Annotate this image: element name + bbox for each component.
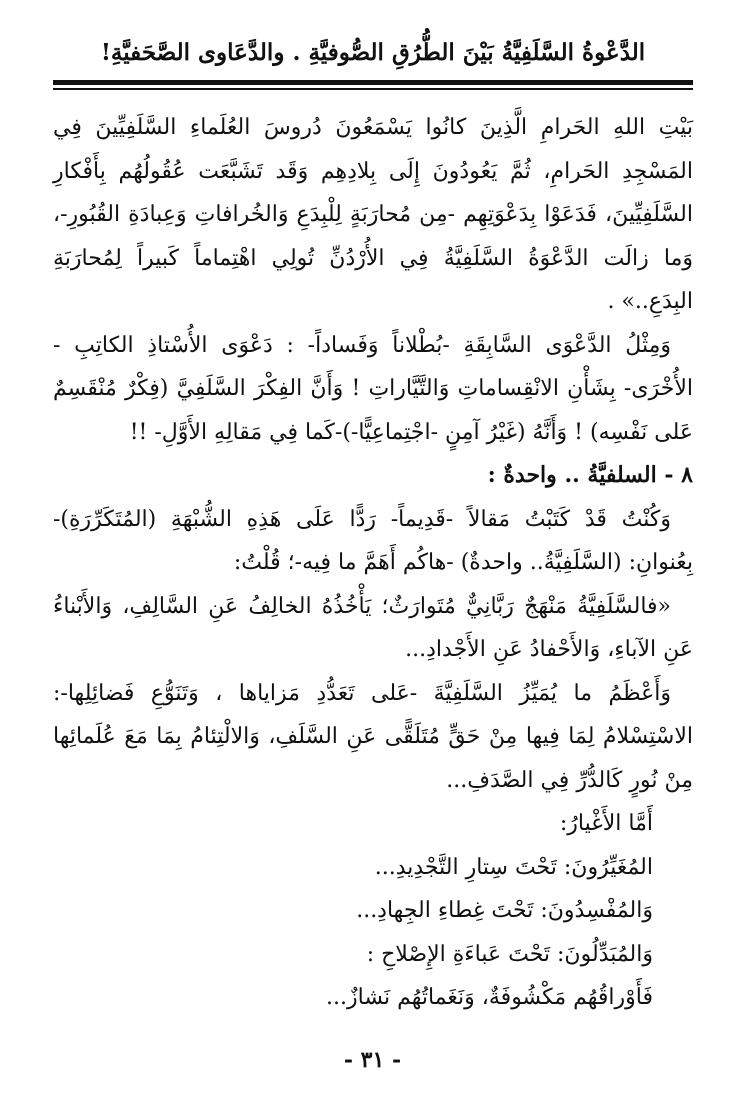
header-rule-thick [53, 80, 693, 85]
paragraph: وَكُنْتُ قَدْ كَتَبْتُ مَقالاً -قَدِيماً- رَدًّا عَلَى هَذِهِ الشُّبْهَةِ (المُتَكَرِّرَةِ)- بِعُنوانِ: (السَّلَفِيَّةُ.. واحدةٌ) -هاكُم أَهَمَّ ما فِيه-؛ قُلْتُ: [53, 506, 693, 575]
section-heading: ٨ - السلفيَّةُ .. واحدةٌ : [487, 462, 693, 488]
header-rule-thin [53, 88, 693, 90]
page-number: - ٣١ - [343, 1047, 402, 1073]
verse-line: وَالمُبَدِّلُونَ: تَحْتَ عَباءَةِ الإِصْلاحِ : [366, 941, 653, 967]
verse-line: فَأَوْراقُهُم مَكْشُوفَةٌ، وَنَغَماتُهُم نَشازٌ... [326, 985, 653, 1010]
verse-line: وَالمُفْسِدُونَ: تَحْتَ غِطاءِ الجِهادِ... [356, 898, 653, 923]
body-text [53, 106, 693, 1020]
paragraph: وَأَعْظَمُ ما يُمَيِّزُ السَّلَفِيَّةَ -عَلى تَعَدُّدِ مَزاياها ، وَتَنَوُّعِ فَضائِلِها-: الاسْتِسْلامُ لِمَا فِيها مِنْ حَقٍّ مُتَلَقًّى عَنِ السَّلَفِ، وَالالْتِئامُ بِمَا مَعَ عُلَمائِها مِنْ نُورٍ كَالدُّرِّ فِي الصَّدَفِ... [53, 680, 693, 793]
verse-block [53, 802, 693, 1020]
quote-paragraph: «فالسَّلَفِيَّةُ مَنْهَجٌ رَبَّانِيٌّ مُتَوارَثٌ؛ يَأْخُذُهُ الخالِفُ عَنِ السَّالِفِ، وَالأَبْناءُ عَنِ الآباءِ، وَالأَحْفادُ عَنِ الأَجْدادِ... [53, 593, 693, 662]
verse-line: المُغَيِّرُونَ: تَحْتَ سِتارِ التَّجْدِيدِ... [374, 854, 653, 880]
paragraph: وَمِثْلُ الدَّعْوَى السَّابِقَةِ -بُطْلاناً وَفَساداً- : دَعْوَى الأُسْتاذِ الكاتِبِ - الأُخْرَى- بِشَأْنِ الانْقِساماتِ وَالتَّيَّاراتِ ! وَأَنَّ الفِكْرَ السَّلَفِيَّ (فِكْرٌ مُنْقَسِمٌ عَلى نَفْسِه) ! وَأَنَّهُ (غَيْرُ آمِنٍ -اجْتِماعِيًّا-)-كَما فِي مَقالِهِ الأَوَّلِ- !! [53, 332, 693, 445]
verse-line: أَمَّا الأَغْيارُ: [559, 811, 653, 836]
paragraph-continuation: بَيْتِ اللهِ الحَرامِ الَّذِينَ كانُوا يَسْمَعُونَ دُروسَ العُلَماءِ السَّلَفِيِّينَ فِي المَسْجِدِ الحَرامِ، ثُمَّ يَعُودُونَ إِلَى بِلادِهِم وَقَد تَشَبَّعَت عُقُولُهُم بِأَفْكارِ السَّلَفِيِّينَ، فَدَعَوْا بِدَعْوَتِهِم -مِن مُحارَبَةٍ لِلْبِدَعِ وَالخُرافاتِ وَعِبادَةِ القُبُورِ-، وَما زالَت الدَّعْوَةُ السَّلَفِيَّةُ فِي الأُرْدُنِّ تُولِي اهْتِماماً كَبيراً لِمُحارَبَةِ البِدَعِ..» . [53, 115, 693, 314]
running-header: الدَّعْوةُ السَّلَفِيَّةُ بَيْنَ الطُّرُقِ الصُّوفيَّةِ . والدَّعَاوى الصَّحَفيَّةِ! [100, 39, 646, 66]
